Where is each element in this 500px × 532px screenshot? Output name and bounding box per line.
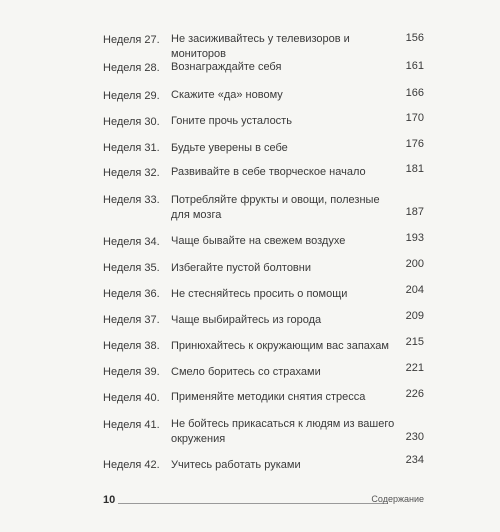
toc-title: Смело боритесь со страхами [171,366,321,378]
toc-title: Потребляйте фрукты и овощи, полезные для мозга [171,194,380,221]
toc-entry [0,454,500,499]
toc-title: Гоните прочь усталость [171,115,292,127]
toc-title: Учитесь работать руками [171,459,301,471]
toc-week-label: Неделя 38. [103,340,160,352]
toc-page-number: 181 [405,163,424,175]
page-number: 10 [103,494,116,506]
toc-entry [0,194,500,234]
toc-week-label: Неделя 42. [103,459,160,471]
toc-week-label: Неделя 27. [103,34,160,46]
toc-week-label: Неделя 35. [103,262,160,274]
footer-section-title: Содержание [371,494,424,504]
toc-week-label: Неделя 29. [103,90,160,102]
toc-page-number: 221 [405,362,424,374]
toc-title: Применяйте методики снятия стресса [171,391,366,403]
toc-page-number: 170 [405,112,424,124]
toc-title: Избегайте пустой болтовни [171,262,311,274]
toc-week-label: Неделя 32. [103,167,160,179]
toc-page-number: 230 [405,431,424,443]
toc-page-number: 209 [405,310,424,322]
toc-title: Скажите «да» новому [171,89,283,101]
toc-week-label: Неделя 37. [103,314,160,326]
toc-week-label: Неделя 34. [103,236,160,248]
toc-page-number: 215 [405,336,424,348]
toc-title: Развивайте в себе творческое начало [171,166,366,178]
toc-page-number: 161 [405,60,424,72]
toc-title: Вознаграждайте себя [171,61,282,73]
toc-week-label: Неделя 36. [103,288,160,300]
toc-week-label: Неделя 28. [103,62,160,74]
toc-week-label: Неделя 30. [103,116,160,128]
toc-page-number: 200 [405,258,424,270]
toc-page-number: 234 [405,454,424,466]
toc-page-number: 187 [405,206,424,218]
toc-title: Не бойтесь прикасаться к людям из вашего окружения [171,418,395,445]
toc-week-label: Неделя 39. [103,366,160,378]
toc-title: Принюхайтесь к окружающим вас запахам [171,340,389,352]
toc-page-number: 156 [405,32,424,44]
toc-title: Не стесняйтесь просить о помощи [171,288,348,300]
toc-page-number: 166 [405,87,424,99]
toc-week-label: Неделя 40. [103,392,160,404]
toc-week-label: Неделя 33. [103,194,160,206]
toc-week-label: Неделя 41. [103,419,160,431]
toc-title: Будьте уверены в себе [171,142,288,154]
toc-title: Не засиживайтесь у телевизоров и мониторов [171,33,350,60]
toc-title: Чаще выбирайтесь из города [171,314,322,326]
toc-week-label: Неделя 31. [103,142,160,154]
toc-title: Чаще бывайте на свежем воздухе [171,235,346,247]
toc-entry [0,419,500,459]
footer-divider [118,503,388,504]
toc-page-number: 226 [405,388,424,400]
toc-page-number: 176 [405,138,424,150]
toc-page-number: 204 [405,284,424,296]
toc-page-number: 193 [405,232,424,244]
